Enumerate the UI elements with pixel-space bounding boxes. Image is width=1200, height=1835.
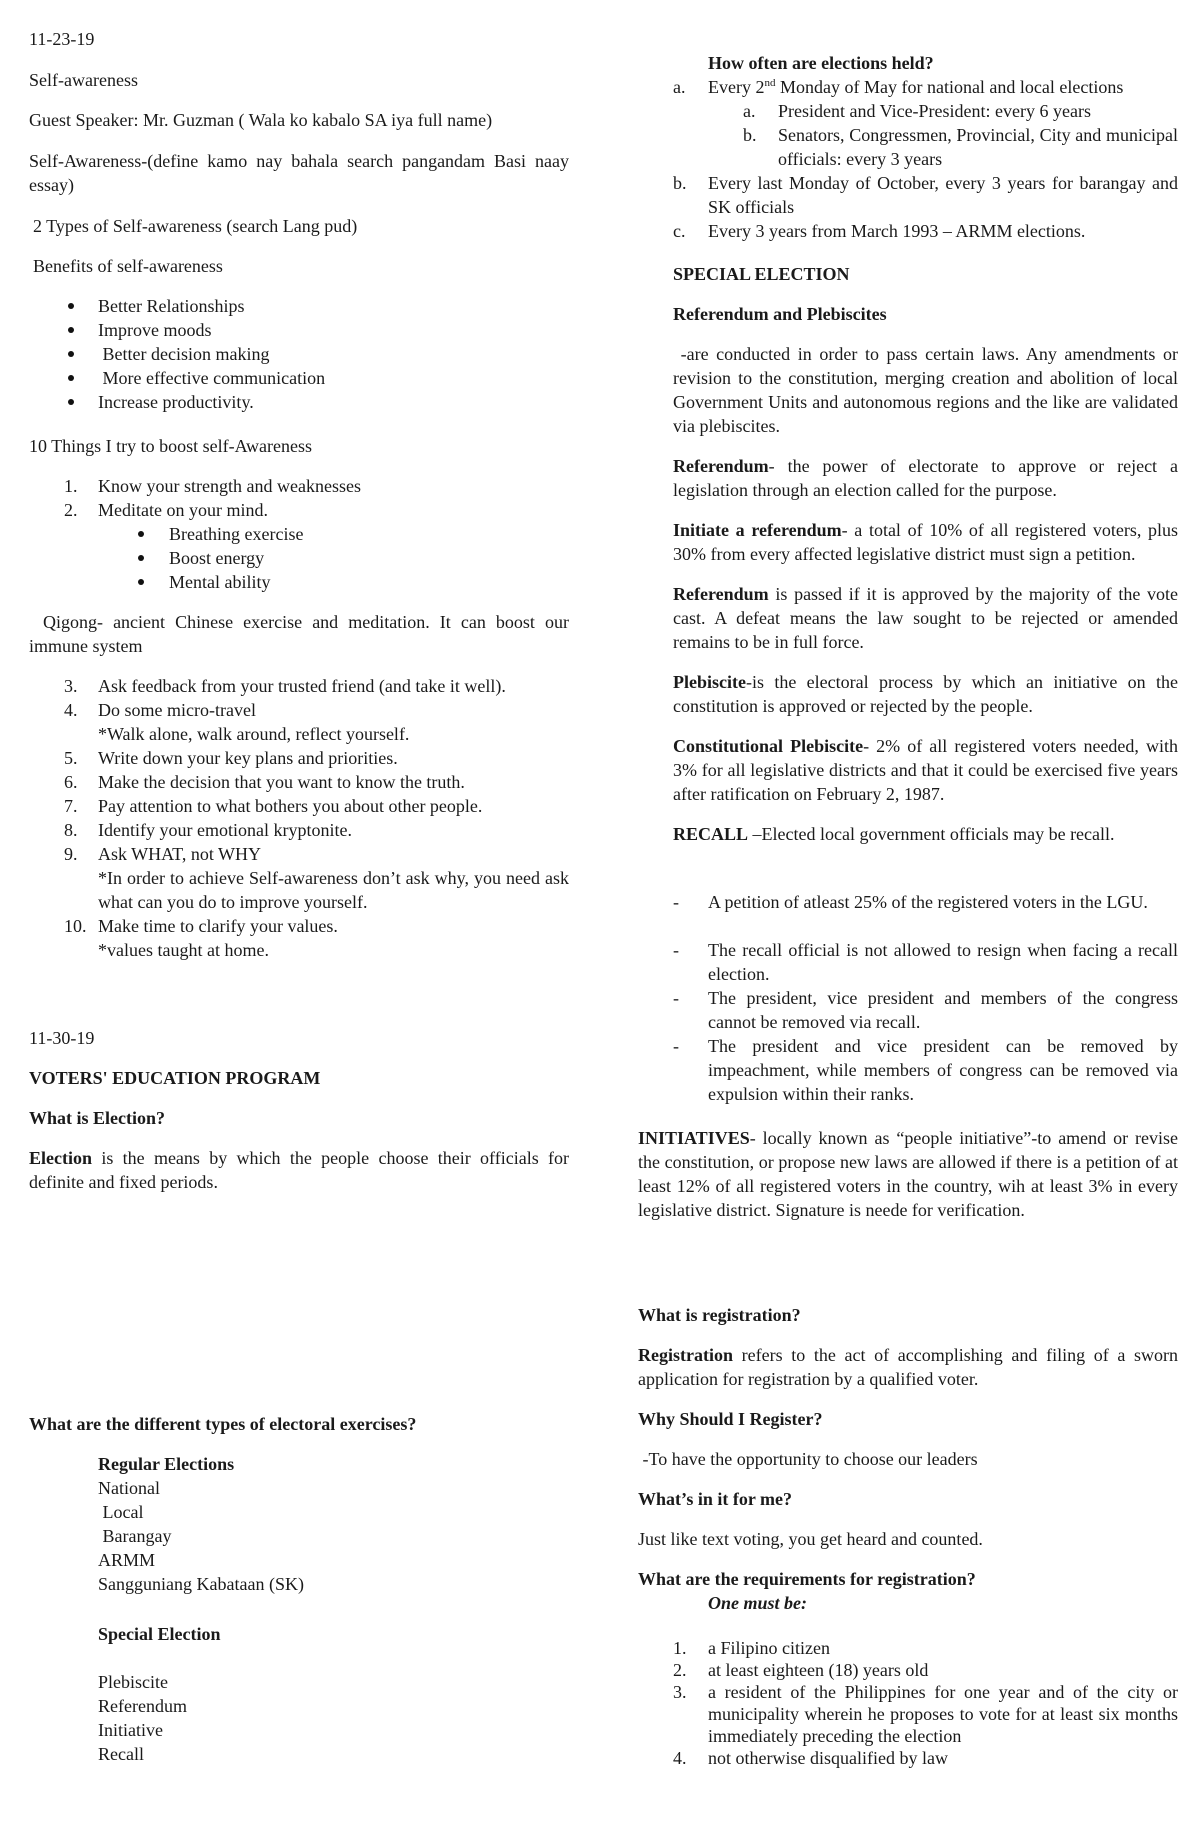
list-item: - The president and vice president can be removed by impeachment, while members of congress can be removed via expulsion within their ranks.: [673, 1036, 1178, 1104]
bullet-icon: [68, 327, 74, 333]
election-definition: Election is the means by which the people choose their officials for definite and fixed periods.: [29, 1148, 569, 1192]
list-item: 2. at least eighteen (18) years old: [673, 1660, 929, 1680]
paragraph: -are conducted in order to pass certain laws. Any amendments or revision to the constitution, merging creation and abolition of local Government Units and autonomous regions and the like are validated via plebiscites.: [673, 344, 1183, 436]
list-item: Local: [98, 1502, 144, 1522]
date-heading: 11-30-19: [29, 1028, 95, 1048]
list-item: Better decision making: [29, 342, 569, 366]
list-item: 4. not otherwise disqualified by law: [673, 1748, 948, 1768]
list-item: Better Relationships: [29, 294, 569, 318]
list-item: 3. Ask feedback from your trusted friend (and take it well).: [64, 676, 506, 696]
list-item: 1. a Filipino citizen: [673, 1638, 830, 1658]
question-heading: What’s in it for me?: [638, 1489, 792, 1509]
list-item: Referendum: [98, 1696, 187, 1716]
question-heading: What are the different types of electoral exercises?: [29, 1414, 417, 1434]
list-item: 2. Meditate on your mind.: [64, 500, 268, 520]
bullet-icon: [68, 303, 74, 309]
paragraph: Constitutional Plebiscite- 2% of all registered voters needed, with 3% for all legislative districts and that it could be exercised five years after ratification on February 2, 1987.: [673, 736, 1178, 804]
bullet-icon: [138, 531, 144, 537]
self-awareness-definition: Self-Awareness-(define kamo nay bahala search pangandam Basi naay essay): [29, 151, 569, 195]
bullet-icon: [68, 399, 74, 405]
list-item: 1. Know your strength and weaknesses: [64, 476, 361, 496]
question-heading: Why Should I Register?: [638, 1409, 823, 1429]
benefits-list: [29, 294, 569, 414]
list-item: 8. Identify your emotional kryptonite.: [64, 820, 352, 840]
registration-section: [638, 1303, 1178, 1637]
benefits-title: Benefits of self-awareness: [33, 256, 223, 276]
special-election-section: [673, 262, 1183, 862]
question-heading: What are the requirements for registration?: [638, 1569, 976, 1589]
list-item: c. Every 3 years from March 1993 – ARMM elections.: [673, 221, 1086, 241]
paragraph: Referendum is passed if it is approved by the majority of the vote cast. A defeat means the law sought to be rejected or amended remains to be in full force.: [673, 584, 1178, 652]
list-item: 10. Make time to clarify your values. *values taught at home.: [64, 916, 338, 960]
list-item: 9. Ask WHAT, not WHY *In order to achieve Self-awareness don’t ask why, you need ask what can you do to improve yourself.: [64, 844, 569, 912]
paragraph: Registration refers to the act of accomplishing and filing of a sworn application for registration by a qualified voter.: [638, 1345, 1178, 1389]
question-heading: How often are elections held?: [708, 53, 934, 73]
list-item: Recall: [98, 1744, 144, 1764]
meditate-sublist: [29, 522, 569, 594]
subheading: One must be:: [708, 1593, 807, 1613]
bullet-icon: [68, 375, 74, 381]
list-item: Plebiscite: [98, 1672, 168, 1692]
paragraph: Referendum- the power of electorate to approve or reject a legislation through an election called for the purpose.: [673, 456, 1178, 500]
list-item: 3. a resident of the Philippines for one year and of the city or municipality wherein he proposes to vote for at least six months immediately preceding the election: [673, 1682, 1178, 1746]
recall-list: [638, 890, 1178, 1106]
special-election-title: Special Election: [98, 1624, 221, 1644]
list-item: - The recall official is not allowed to resign when facing a recall election.: [673, 940, 1178, 984]
bullet-icon: [68, 351, 74, 357]
things-title: 10 Things I try to boost self-Awareness: [29, 436, 312, 456]
list-item: - A petition of atleast 25% of the registered voters in the LGU.: [673, 892, 1148, 912]
regular-elections-list: [98, 1452, 569, 1596]
bullet-icon: [138, 555, 144, 561]
list-item: Mental ability: [29, 570, 569, 594]
paragraph: Just like text voting, you get heard and counted.: [638, 1529, 983, 1549]
types-line: 2 Types of Self-awareness (search Lang pud): [33, 216, 358, 236]
paragraph: RECALL –Elected local government officials may be recall.: [673, 824, 1115, 844]
things-list-b: [64, 674, 569, 962]
initiatives-paragraph: INITIATIVES- locally known as “people initiative”-to amend or revise the constitution, or propose new laws are allowed if there is a petition of at least 12% of all registered voters in the country, wih at least 3% in every legislative district. Signature is neede for verification.: [638, 1128, 1178, 1220]
list-item: b. Senators, Congressmen, Provincial, City and municipal officials: every 3 years: [743, 125, 1178, 169]
list-item: - The president, vice president and members of the congress cannot be removed via recall.: [673, 988, 1178, 1032]
paragraph: Initiate a referendum- a total of 10% of all registered voters, plus 30% from every affected legislative district must sign a petition.: [673, 520, 1178, 564]
list-item: Initiative: [98, 1720, 163, 1740]
list-item: ARMM: [98, 1550, 156, 1570]
topic-title: Self-awareness: [29, 70, 138, 90]
list-item: Sangguniang Kabataan (SK): [98, 1574, 304, 1594]
special-elections-list: [98, 1622, 569, 1766]
paragraph: -To have the opportunity to choose our leaders: [638, 1449, 978, 1469]
requirements-list: [638, 1637, 1178, 1769]
question-heading: What is Election?: [29, 1108, 166, 1128]
section-title: SPECIAL ELECTION: [673, 264, 850, 284]
subsection-title: Referendum and Plebiscites: [673, 304, 887, 324]
list-item: a. Every 2nd Monday of May for national and local elections: [673, 77, 1124, 97]
list-item: a. President and Vice-President: every 6 years: [743, 101, 1091, 121]
list-item: More effective communication: [29, 366, 569, 390]
list-item: Improve moods: [29, 318, 569, 342]
election-schedule-list: [638, 75, 1178, 243]
list-item: Boost energy: [29, 546, 569, 570]
things-list-a: [29, 474, 569, 522]
section-title: VOTERS' EDUCATION PROGRAM: [29, 1068, 321, 1088]
list-item: National: [98, 1478, 160, 1498]
date-heading: 11-23-19: [29, 29, 95, 49]
regular-elections-title: Regular Elections: [98, 1454, 235, 1474]
list-item: 7. Pay attention to what bothers you about other people.: [64, 796, 483, 816]
list-item: 6. Make the decision that you want to know the truth.: [64, 772, 465, 792]
list-item: Barangay: [98, 1526, 172, 1546]
list-item: 5. Write down your key plans and priorities.: [64, 748, 398, 768]
question-heading: What is registration?: [638, 1305, 801, 1325]
paragraph: Plebiscite-is the electoral process by which an initiative on the constitution is approved or rejected by the people.: [673, 672, 1178, 716]
list-item: Increase productivity.: [29, 390, 569, 414]
guest-speaker: Guest Speaker: Mr. Guzman ( Wala ko kabalo SA iya full name): [29, 110, 493, 130]
list-item: Breathing exercise: [29, 522, 569, 546]
qigong-note: Qigong- ancient Chinese exercise and meditation. It can boost our immune system: [29, 612, 569, 656]
list-item: b. Every last Monday of October, every 3 years for barangay and SK officials: [673, 173, 1178, 217]
bullet-icon: [138, 579, 144, 585]
list-item: 4. Do some micro-travel *Walk alone, walk around, reflect yourself.: [64, 700, 410, 744]
